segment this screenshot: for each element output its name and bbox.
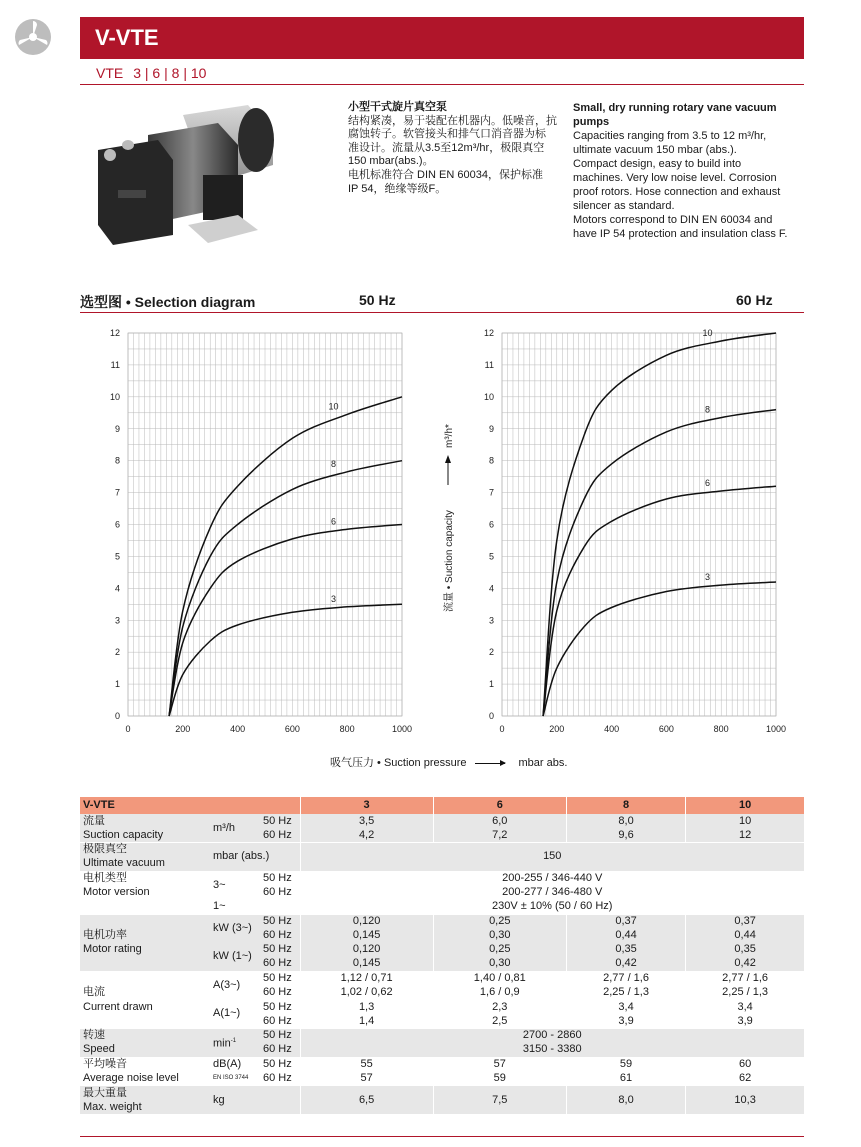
table-cell: 10 bbox=[686, 814, 804, 828]
selection-charts bbox=[0, 315, 861, 785]
table-cell: 7,2 bbox=[433, 828, 566, 842]
table-cell: 0,35 bbox=[686, 943, 804, 957]
row-label-en: Motor version bbox=[83, 886, 150, 899]
table-cell: 2,25 / 1,3 bbox=[566, 986, 685, 1000]
series-label: 8 bbox=[704, 404, 711, 415]
table-header-model: 10 bbox=[686, 797, 804, 814]
series-label: 10 bbox=[702, 327, 713, 338]
x-tick-label: 200 bbox=[175, 724, 191, 734]
table-cell: 1,4 bbox=[300, 1014, 433, 1028]
table-cell: 59 bbox=[566, 1057, 685, 1071]
table-cell: 1,40 / 0,81 bbox=[433, 971, 566, 985]
table-cell: 0,25 bbox=[433, 943, 566, 957]
table-cell: 0,30 bbox=[433, 928, 566, 942]
description-en-line: ultimate vacuum 150 mbar (abs.). bbox=[573, 144, 737, 156]
table-cell: 0,37 bbox=[686, 914, 804, 928]
page-title: V-VTE bbox=[95, 25, 159, 50]
y-tick-label: 7 bbox=[488, 487, 494, 498]
y-tick-label: 4 bbox=[114, 583, 120, 594]
description-cn-line: 腐蚀转子。软管接头和排气口消音器为标 bbox=[348, 128, 546, 141]
row-label-cn: 平均噪音 bbox=[80, 1057, 210, 1071]
y-tick-label: 3 bbox=[114, 615, 120, 626]
table-cell: 10,3 bbox=[686, 1086, 804, 1115]
y-tick-label: 11 bbox=[110, 359, 120, 370]
table-cell: 55 bbox=[300, 1057, 433, 1071]
row-unit: kg bbox=[210, 1086, 300, 1115]
y-axis-label bbox=[442, 424, 455, 612]
table-cell: 0,25 bbox=[433, 914, 566, 928]
arrow-right-icon bbox=[475, 763, 505, 764]
table-row bbox=[80, 914, 804, 928]
series-label: 8 bbox=[330, 458, 337, 469]
y-tick-label: 1 bbox=[488, 679, 494, 690]
table-header-label: V-VTE bbox=[80, 797, 300, 814]
table-cell: 0,35 bbox=[566, 943, 685, 957]
table-cell: 200-277 / 346-480 V bbox=[300, 885, 804, 899]
table-cell: 3,4 bbox=[686, 1000, 804, 1014]
row-hz: 60 Hz bbox=[263, 929, 292, 942]
y-tick-label: 8 bbox=[488, 455, 494, 466]
description-en-title: pumps bbox=[573, 116, 610, 128]
row-label-en: Motor rating bbox=[83, 943, 142, 956]
x-tick-label: 0 bbox=[125, 724, 131, 734]
table-cell: 0,145 bbox=[300, 928, 433, 942]
row-label-cn: 电机功率 bbox=[83, 929, 127, 942]
row-hz: 60 Hz bbox=[263, 957, 292, 970]
y-tick-label: 5 bbox=[488, 551, 494, 562]
row-hz: 60 Hz bbox=[263, 1071, 292, 1084]
description-en-title: Small, dry running rotary vane vacuum bbox=[573, 102, 777, 114]
description-en-line: have IP 54 protection and insulation class F. bbox=[573, 228, 788, 240]
table-cell: 2,77 / 1,6 bbox=[566, 971, 685, 985]
table-cell: 2,25 / 1,3 bbox=[686, 986, 804, 1000]
row-hz: 50 Hz bbox=[260, 1057, 300, 1071]
description-cn-line: 150 mbar(abs.)。 bbox=[348, 155, 434, 168]
y-tick-label: 9 bbox=[114, 423, 120, 434]
y-tick-label: 0 bbox=[114, 711, 120, 721]
table-header-model: 3 bbox=[300, 797, 433, 814]
row-hz: 60 Hz bbox=[263, 986, 292, 999]
table-row bbox=[80, 957, 804, 971]
table-cell: 7,5 bbox=[433, 1086, 566, 1115]
row-unit: kW (1~) bbox=[213, 950, 252, 963]
series-label: 3 bbox=[330, 593, 337, 604]
selection-diagram-title: 选型图 • Selection diagram bbox=[80, 294, 256, 310]
y-axis-label-text: 流量 • Suction capacity bbox=[444, 510, 455, 612]
product-photo bbox=[88, 95, 288, 255]
row-hz: 50 Hz bbox=[260, 1028, 300, 1042]
row-hz: 50 Hz bbox=[260, 914, 300, 928]
table-row bbox=[80, 900, 804, 914]
row-label-en: Average noise level bbox=[83, 1071, 179, 1084]
description-cn-title: 小型干式旋片真空泵 bbox=[348, 101, 447, 113]
row-label-en: Speed bbox=[83, 1043, 115, 1056]
table-row bbox=[80, 1000, 804, 1014]
y-axis-unit: m³/h* bbox=[444, 424, 455, 448]
series-label: 3 bbox=[704, 572, 711, 583]
table-row bbox=[80, 814, 804, 828]
table-cell: 150 bbox=[300, 843, 804, 872]
x-axis-label-text: 吸气压力 • Suction pressure bbox=[330, 757, 467, 769]
table-cell: 8,0 bbox=[566, 814, 685, 828]
row-label-cn: 电机类型 bbox=[80, 871, 210, 885]
row-label-en: Current drawn bbox=[83, 1000, 153, 1013]
row-label-cn: 流量 bbox=[83, 814, 105, 827]
description-cn-line: 准设计。流量从3.5至12m³/hr，极限真空 bbox=[348, 141, 545, 154]
table-row bbox=[80, 986, 804, 1000]
table-cell: 57 bbox=[300, 1071, 433, 1085]
y-tick-label: 6 bbox=[114, 519, 120, 530]
table-row bbox=[80, 1086, 804, 1100]
row-hz: 60 Hz bbox=[263, 886, 292, 899]
y-tick-label: 4 bbox=[488, 583, 494, 594]
series-name: VTE bbox=[96, 65, 124, 81]
y-tick-label: 1 bbox=[114, 679, 120, 690]
table-cell: 0,42 bbox=[566, 957, 685, 971]
table-cell: 3,9 bbox=[686, 1014, 804, 1028]
row-hz: 50 Hz bbox=[263, 814, 292, 827]
table-cell: 61 bbox=[566, 1071, 685, 1085]
row-unit: mbar (abs.) bbox=[210, 843, 300, 872]
title-bar bbox=[80, 17, 804, 59]
y-tick-label: 12 bbox=[109, 328, 120, 338]
table-cell: 0,44 bbox=[566, 928, 685, 942]
row-hz: 60 Hz bbox=[263, 1014, 292, 1027]
row-unit: 1~ bbox=[213, 900, 226, 913]
y-tick-label: 9 bbox=[488, 423, 494, 434]
table-cell: 57 bbox=[433, 1057, 566, 1071]
row-unit bbox=[210, 1028, 260, 1057]
table-cell: 59 bbox=[433, 1071, 566, 1085]
table-cell: 200-255 / 346-440 V bbox=[300, 871, 804, 885]
table-row bbox=[80, 943, 804, 957]
y-tick-label: 3 bbox=[488, 615, 494, 626]
row-unit-norm: EN ISO 3744 bbox=[213, 1074, 249, 1081]
table-cell: 4,2 bbox=[300, 828, 433, 842]
description-cn bbox=[348, 101, 558, 196]
description-en-line: silencer as standard. bbox=[573, 200, 675, 212]
table-cell: 0,145 bbox=[300, 957, 433, 971]
table-cell: 2,5 bbox=[433, 1014, 566, 1028]
table-cell: 0,120 bbox=[300, 943, 433, 957]
table-cell: 62 bbox=[686, 1071, 804, 1085]
table-cell: 60 bbox=[686, 1057, 804, 1071]
description-en bbox=[573, 101, 813, 241]
table-cell: 2,3 bbox=[433, 1000, 566, 1014]
row-label-cn: 转速 bbox=[80, 1028, 210, 1042]
description-en-line: Capacities ranging from 3.5 to 12 m³/hr, bbox=[573, 130, 767, 142]
row-hz: 50 Hz bbox=[260, 971, 300, 985]
x-tick-label: 1000 bbox=[765, 724, 787, 734]
table-row bbox=[80, 828, 804, 842]
description-en-line: proof rotors. Hose connection and exhaust bbox=[573, 186, 781, 198]
table-cell: 3,4 bbox=[566, 1000, 685, 1014]
subtitle bbox=[96, 65, 206, 81]
table-cell: 1,3 bbox=[300, 1000, 433, 1014]
table-row bbox=[80, 1057, 804, 1071]
row-hz: 50 Hz bbox=[263, 1000, 292, 1013]
y-tick-label: 11 bbox=[484, 359, 494, 370]
row-label-en: Ultimate vacuum bbox=[83, 857, 165, 870]
row-unit: 3~ bbox=[210, 871, 260, 900]
chart-60hz bbox=[484, 328, 786, 734]
y-tick-label: 6 bbox=[488, 519, 494, 530]
description-en-line: Compact design, easy to build into bbox=[573, 158, 742, 170]
row-hz: 60 Hz bbox=[263, 1043, 292, 1056]
y-tick-label: 10 bbox=[483, 391, 494, 402]
x-tick-label: 0 bbox=[499, 724, 505, 734]
company-logo bbox=[14, 18, 52, 56]
table-cell: 0,37 bbox=[566, 914, 685, 928]
row-unit: A(1~) bbox=[213, 1007, 241, 1020]
row-hz: 50 Hz bbox=[263, 943, 292, 956]
chart-50hz bbox=[110, 328, 412, 734]
row-unit-exponent: -1 bbox=[230, 1037, 237, 1044]
table-row bbox=[80, 1014, 804, 1028]
x-tick-label: 400 bbox=[604, 724, 620, 734]
x-axis-unit: mbar abs. bbox=[518, 757, 568, 769]
row-label-cn: 最大重量 bbox=[80, 1086, 210, 1100]
table-header-model: 6 bbox=[433, 797, 566, 814]
title-rule bbox=[80, 84, 804, 85]
x-tick-label: 800 bbox=[713, 724, 729, 734]
x-tick-label: 800 bbox=[339, 724, 355, 734]
row-unit: m³/h bbox=[213, 821, 235, 834]
row-label-cn: 电流 bbox=[83, 986, 105, 999]
table-row bbox=[80, 971, 804, 985]
row-label-en: Suction capacity bbox=[83, 828, 164, 841]
table-cell: 1,6 / 0,9 bbox=[433, 986, 566, 1000]
y-tick-label: 8 bbox=[114, 455, 120, 466]
table-row bbox=[80, 843, 804, 857]
table-cell: 0,42 bbox=[686, 957, 804, 971]
description-en-line: Motors correspond to DIN EN 60034 and bbox=[573, 214, 773, 226]
table-row bbox=[80, 1028, 804, 1042]
chart-60hz-title: 60 Hz bbox=[736, 292, 773, 308]
row-unit: dB(A) bbox=[210, 1057, 260, 1071]
table-cell: 0,44 bbox=[686, 928, 804, 942]
y-tick-label: 10 bbox=[109, 391, 120, 402]
row-unit-text: min bbox=[213, 1037, 231, 1050]
table-cell: 0,120 bbox=[300, 914, 433, 928]
row-label-en: Max. weight bbox=[83, 1100, 142, 1113]
x-tick-label: 600 bbox=[284, 724, 300, 734]
table-row bbox=[80, 928, 804, 942]
y-tick-label: 0 bbox=[488, 711, 494, 721]
description-cn-line: 电机标准符合 DIN EN 60034，保护标准 bbox=[348, 168, 543, 181]
description-en-line: machines. Very low noise level. Corrosion bbox=[573, 172, 777, 184]
row-hz: 60 Hz bbox=[263, 828, 292, 841]
table-cell: 2,77 / 1,6 bbox=[686, 971, 804, 985]
y-tick-label: 2 bbox=[488, 647, 494, 658]
table-row bbox=[80, 1071, 804, 1085]
table-cell: 6,5 bbox=[300, 1086, 433, 1115]
table-cell: 1,02 / 0,62 bbox=[300, 986, 433, 1000]
table-cell: 2700 - 2860 bbox=[300, 1028, 804, 1042]
series-label: 6 bbox=[704, 477, 711, 488]
y-tick-label: 7 bbox=[114, 487, 120, 498]
table-cell: 3,5 bbox=[300, 814, 433, 828]
table-cell: 230V ± 10% (50 / 60 Hz) bbox=[300, 900, 804, 914]
row-label-cn: 极限真空 bbox=[80, 843, 210, 857]
table-cell: 0,30 bbox=[433, 957, 566, 971]
x-tick-label: 400 bbox=[230, 724, 246, 734]
model-list: 3 | 6 | 8 | 10 bbox=[133, 65, 207, 81]
table-row bbox=[80, 871, 804, 885]
y-tick-label: 12 bbox=[483, 328, 494, 338]
table-cell: 9,6 bbox=[566, 828, 685, 842]
table-cell: 1,12 / 0,71 bbox=[300, 971, 433, 985]
table-cell: 6,0 bbox=[433, 814, 566, 828]
x-axis-label bbox=[330, 754, 567, 770]
description-cn-line: IP 54，绝缘等级F。 bbox=[348, 182, 447, 195]
table-header-model: 8 bbox=[566, 797, 685, 814]
table-row bbox=[80, 1043, 804, 1057]
selection-rule bbox=[80, 312, 804, 313]
table-cell: 12 bbox=[686, 828, 804, 842]
x-tick-label: 600 bbox=[658, 724, 674, 734]
bottom-rule bbox=[80, 1136, 804, 1137]
table-header-row bbox=[80, 797, 804, 814]
table-row bbox=[80, 885, 804, 899]
row-unit: A(3~) bbox=[210, 971, 260, 1000]
specification-table bbox=[80, 797, 804, 1114]
row-unit: kW (3~) bbox=[210, 914, 260, 943]
table-cell: 3,9 bbox=[566, 1014, 685, 1028]
x-tick-label: 200 bbox=[549, 724, 565, 734]
description-cn-line: 结构紧凑，易于装配在机器内。低噪音，抗 bbox=[348, 114, 557, 127]
chart-50hz-title: 50 Hz bbox=[359, 292, 396, 308]
table-cell: 3150 - 3380 bbox=[300, 1043, 804, 1057]
y-tick-label: 2 bbox=[114, 647, 120, 658]
y-tick-label: 5 bbox=[114, 551, 120, 562]
series-label: 10 bbox=[328, 401, 339, 412]
table-cell: 8,0 bbox=[566, 1086, 685, 1115]
series-label: 6 bbox=[330, 516, 337, 527]
row-hz: 50 Hz bbox=[260, 871, 300, 885]
x-tick-label: 1000 bbox=[391, 724, 413, 734]
